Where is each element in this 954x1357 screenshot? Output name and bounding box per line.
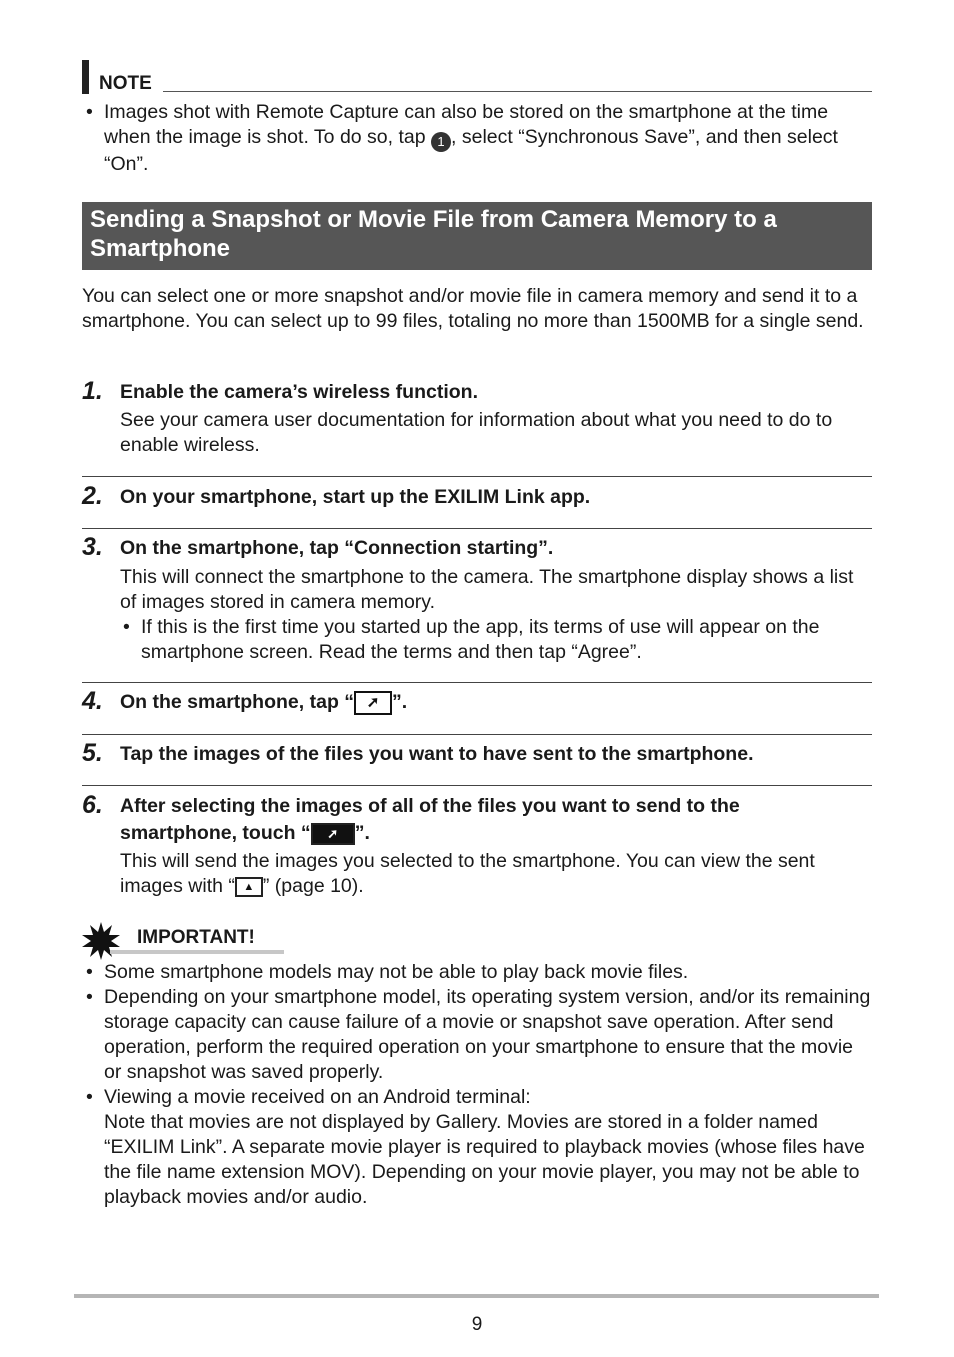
bullet-dot: • <box>86 1086 93 1108</box>
bullet-dot: • <box>86 986 93 1008</box>
important-rule <box>110 950 284 954</box>
step-6-body-post: ” (page 10). <box>262 875 364 897</box>
step-1-number: 1. <box>82 377 103 405</box>
step-2-number: 2. <box>82 482 103 510</box>
circle-1-label: 1 <box>437 134 445 149</box>
important-bullet-3: Viewing a movie received on an Android terminal: <box>104 1086 531 1108</box>
step-6-title-post: ”. <box>354 822 370 844</box>
important-bullet-2: Depending on your smartphone model, its operating system version, and/or its remaining storage capacity can cause failure of a movie or snapshot save operation. After send operation, perform the required operation on your smartphone to ensure that the movie or snapshot was saved properly. <box>104 986 871 1083</box>
step-5-number: 5. <box>82 739 103 767</box>
step-6-title <box>120 793 840 847</box>
circle-1-icon <box>431 132 451 152</box>
send-button-icon: ➚ <box>311 823 355 845</box>
step-6-body-pre: This will send the images you selected to the smartphone. You can view the sent images with “ <box>120 850 815 897</box>
step-3-sub-bullet: If this is the first time you started up the app, its terms of use will appear on the smartphone screen. Read the terms and then tap “Agree”. <box>141 616 820 663</box>
step-3-number: 3. <box>82 533 103 561</box>
bullet-dot: • <box>86 101 93 123</box>
important-heading: IMPORTANT! <box>137 927 255 948</box>
step-1-title: Enable the camera’s wireless function. <box>120 381 478 403</box>
note-heading: NOTE <box>99 73 152 94</box>
note-text-1: Images shot with Remote Capture can also be stored on the smartphone at the time when the image is shot. To do so, tap <box>104 101 829 148</box>
note-marker-bar <box>82 60 89 94</box>
note-text-2: , select “Synchronous Save”, and then select “On”. <box>104 126 838 175</box>
bullet-dot: • <box>86 961 93 983</box>
note-rule <box>163 91 872 92</box>
step-divider <box>82 734 872 735</box>
step-divider <box>82 682 872 683</box>
step-1-body: See your camera user documentation for information about what you need to do to enable wireless. <box>120 409 833 456</box>
step-divider <box>82 528 872 529</box>
step-4-number: 4. <box>82 687 103 715</box>
important-bullet-3-detail: Note that movies are not displayed by Gallery. Movies are stored in a folder named “EXILIM Link”. A separate movie player is required to playback movies (whose files have the file name extension MOV). Depending on your movie player, you may not be able to playback movies and/or audio. <box>104 1111 865 1208</box>
step-5-title: Tap the images of the files you want to have sent to the smartphone. <box>120 743 754 765</box>
footer-rule <box>74 1294 879 1298</box>
image-viewer-icon: ▲ <box>235 877 263 897</box>
section-title: Sending a Snapshot or Movie File from Camera Memory to a Smartphone <box>90 206 777 262</box>
step-6-number: 6. <box>82 791 103 819</box>
note-bullet <box>104 100 874 177</box>
step-4-title-pre: On the smartphone, tap “ <box>120 691 355 713</box>
important-burst-icon <box>82 922 120 960</box>
important-bullet-1: Some smartphone models may not be able to play back movie files. <box>104 961 689 983</box>
step-6-body <box>120 849 870 899</box>
step-3-body: This will connect the smartphone to the camera. The smartphone display shows a list of images stored in camera memory. <box>120 566 854 613</box>
step-6-title-pre: After selecting the images of all of the files you want to send to the smartphone, touch “ <box>120 795 740 844</box>
step-3-title: On the smartphone, tap “Connection starting”. <box>120 537 554 559</box>
step-divider <box>82 785 872 786</box>
bullet-dot: • <box>123 616 130 638</box>
step-4-title <box>120 689 870 716</box>
section-intro: You can select one or more snapshot and/or movie file in camera memory and send it to a smartphone. You can select up to 99 files, totaling no more than 1500MB for a single send. <box>82 285 864 332</box>
step-divider <box>82 476 872 477</box>
step-2-title: On your smartphone, start up the EXILIM Link app. <box>120 486 591 508</box>
step-4-title-post: ”. <box>392 691 408 713</box>
page-number: 9 <box>471 1314 483 1335</box>
send-to-smartphone-icon: ➚ <box>354 691 392 715</box>
